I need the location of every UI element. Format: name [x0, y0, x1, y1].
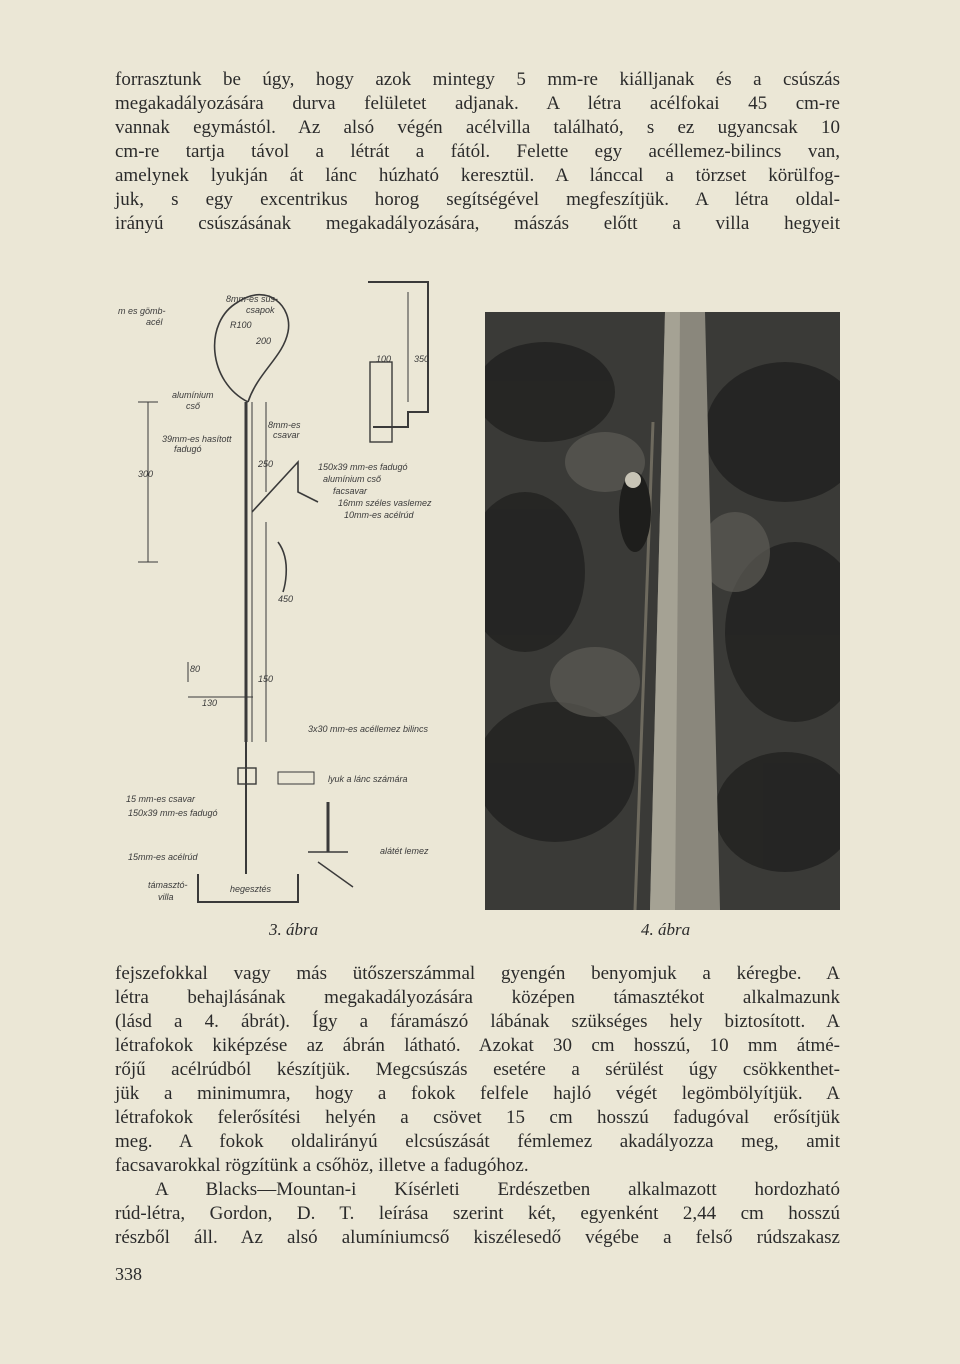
- text-line: jük a minimumra, hogy a fokok felfele hajló végét legömbölyítjük. A: [115, 1083, 840, 1104]
- drawing-label: alumínium: [172, 390, 214, 400]
- drawing-label: 16mm széles vaslemez: [338, 498, 432, 508]
- drawing-label: 350: [414, 354, 430, 364]
- drawing-label: csapok: [246, 305, 275, 315]
- text-line: létra behajlásának megakadályozására középen támasztékot alkalmazunk: [115, 987, 840, 1008]
- drawing-label: villa: [158, 892, 174, 902]
- figure-4-caption: 4. ábra: [641, 920, 691, 939]
- drawing-label: 8mm-es süs-: [226, 294, 279, 304]
- paragraph-top: [115, 68, 840, 236]
- drawing-label: 8mm-es: [268, 420, 301, 430]
- figure-3-caption: 3. ábra: [269, 920, 319, 939]
- drawing-label: 150x39 mm-es fadugó: [318, 462, 408, 472]
- text-line: részből áll. Az alsó alumíniumcső kiszélesedő végébe a felső rúdszakasz: [115, 1227, 840, 1248]
- drawing-label: 15mm-es acélrúd: [128, 852, 198, 862]
- drawing-label: alátét lemez: [380, 846, 429, 856]
- ladder-technical-drawing: [118, 262, 478, 912]
- drawing-label: R100: [230, 320, 252, 330]
- drawing-label: 100: [376, 354, 392, 364]
- drawing-label: 300: [138, 469, 154, 479]
- tree-climber-photograph: [485, 312, 840, 910]
- drawing-label: acél: [146, 317, 163, 327]
- text-line: facsavarokkal rögzítünk a csőhöz, illetve a fadugóhoz.: [115, 1155, 529, 1176]
- text-line: meg. A fokok oldalirányú elcsúszását fémlemez akadályozza meg, amit: [115, 1131, 840, 1152]
- drawing-label: 15 mm-es csavar: [126, 794, 196, 804]
- drawing-label: 39mm-es hasított: [162, 434, 232, 444]
- drawing-label: facsavar: [333, 486, 368, 496]
- drawing-label: 150x39 mm-es fadugó: [128, 808, 218, 818]
- drawing-label: fadugó: [174, 444, 202, 454]
- drawing-label: m es gömb-: [118, 306, 166, 316]
- text-line: cm-re tartja távol a létrát a fától. Felette egy acéllemez-bilincs van,: [115, 141, 840, 162]
- drawing-label: 250: [258, 459, 274, 469]
- text-line: (lásd a 4. ábrát). Így a fáramászó lábának szükséges hely biztosított. A: [115, 1011, 840, 1032]
- drawing-label: 130: [202, 698, 218, 708]
- text-line: forrasztunk be úgy, hogy azok mintegy 5 mm-re kiálljanak és a csúszás: [115, 69, 840, 90]
- drawing-label: 80: [190, 664, 201, 674]
- drawing-label: 450: [278, 594, 294, 604]
- text-line: rúd-létra, Gordon, D. T. leírása szerint két, egyenként 2,44 cm hosszú: [115, 1203, 840, 1224]
- drawing-label: hegesztés: [230, 884, 272, 894]
- drawing-label: támasztó-: [148, 880, 188, 890]
- drawing-label: 200: [256, 336, 272, 346]
- text-line: irányú csúszásának megakadályozására, mászás előtt a villa hegyeit: [115, 213, 840, 234]
- drawing-label: 3x30 mm-es acéllemez bilincs: [308, 724, 429, 734]
- drawing-label: cső: [186, 401, 201, 411]
- drawing-label: 10mm-es acélrúd: [344, 510, 414, 520]
- text-line: amelynek lyukján át lánc húzható keresztül. A lánccal a törzset körülfog-: [115, 165, 840, 186]
- drawing-label: lyuk a lánc számára: [328, 774, 408, 784]
- text-line: vannak egymástól. Az alsó végén acélvilla található, s ez ugyancsak 10: [115, 117, 840, 138]
- page-number: 338: [115, 1264, 142, 1284]
- drawing-label: 150: [258, 674, 274, 684]
- text-line: fejszefokkal vagy más ütőszerszámmal gyengén benyomjuk a kéregbe. A: [115, 963, 840, 984]
- text-line: rőjű acélrúdból készítjük. Megcsúszás esetére a sérülést úgy csökkenthet-: [115, 1059, 840, 1080]
- drawing-label: csavar: [273, 430, 300, 440]
- text-line: megakadályozására durva felületet adjanak. A létra acélfokai 45 cm-re: [115, 93, 840, 114]
- text-line: juk, s egy excentrikus horog segítségével megfeszítjük. A létra oldal-: [115, 189, 840, 210]
- text-line: A Blacks—Mountan-i Kísérleti Erdészetben alkalmazott hordozható: [155, 1179, 840, 1200]
- drawing-label: alumínium cső: [323, 474, 382, 484]
- text-line: létrafokok felerősítési helyén a csövet 15 cm hosszú fadugóval erősítjük: [115, 1107, 840, 1128]
- text-line: létrafokok kiképzése az ábrán látható. Azokat 30 cm hosszú, 10 mm átmé-: [115, 1035, 840, 1056]
- paragraph-bottom: [115, 962, 840, 1250]
